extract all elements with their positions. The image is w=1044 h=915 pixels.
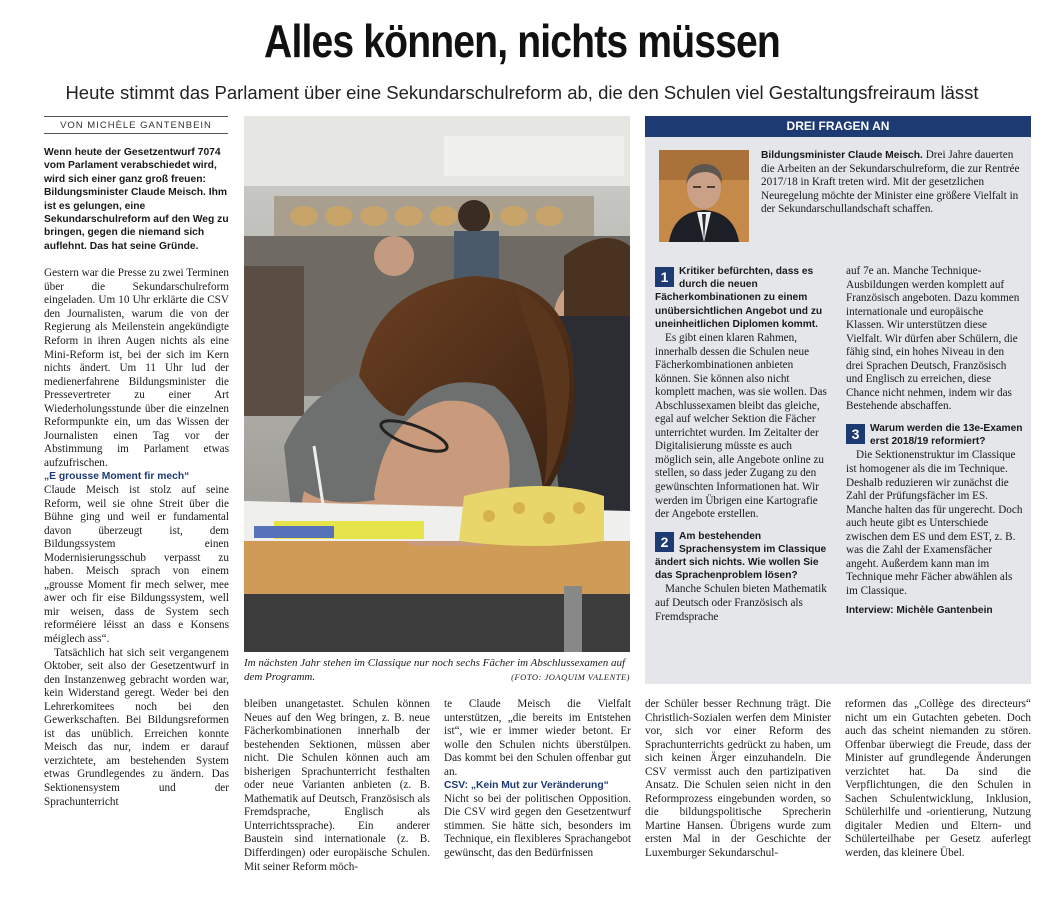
byline: VON MICHÈLE GANTENBEIN <box>44 116 228 134</box>
question-number-badge: 2 <box>655 532 674 552</box>
headline: Alles können, nichts müssen <box>264 15 780 67</box>
interview-box-title: DREI FRAGEN AN <box>645 116 1031 137</box>
photo-caption <box>244 657 630 684</box>
answer-text: Es gibt einen klaren Rahmen, innerhalb dessen die Schulen neue Fächerkombinationen anbieten können. Sie können also nicht komplett machen, was sie wollen. Das Abschlussexamen bleibt das gleiche, egal auf welcher Sektion die Fächer unterrichtet wurden. Im Zeitalter der Digitalisierung müsste es auch möglich sein, alle Angebote online zu stellen, so dass jeder Zugang zu den gewünschten Informationen hat. Wir werden im Übrigen eine Kartografie der Angebote erstellen. <box>655 332 827 521</box>
portrait-image <box>659 150 749 242</box>
answer-text: auf 7e an. Manche Technique-Ausbildungen werden komplett auf Französisch angeboten. Dazu kommen internationale und europäische Klassen. Wir unterstützen diese Vielfalt. Wir dürfen aber Schülern, die fähig sind, ein hohes Niveau in den drei Sprachen Deutsch, Französisch und Englisch zu erreichen, diese Chance nicht nehmen, indem wir das Bestehende abschaffen. <box>846 265 1020 413</box>
intertitle: CSV: „Kein Mut zur Veränderung“ <box>444 780 609 792</box>
article-paragraph: bleiben unangetastet. Schulen können Neues auf den Weg bringen, z. B. neue Fächerkombinationen innerhalb der bestehenden Sektionen, müssen aber nicht. Die Schulen können auch am bisherigen Sprachunterricht festhalten oder neue Varianten anbieten (z. B. Mathematik auf Deutsch, Französisch als Fremdsprache, Englisch als Unterrichtssprache). Ein anderer Baustein sind internationale (z. B. Differdingen) oder europäische Schulen. Mit seiner Reform möch- <box>244 698 430 873</box>
article-paragraph: Tatsächlich hat sich seit vergangenem Oktober, seit also der Gesetzentwurf in den Instanzenweg gebracht worden war, kein Widerstand geregt. Weder bei den Lehrerkomitees noch bei den Gewerkschaften. Bei Bildungsreformen ist das unüblich. Erreichen konnte Meisch das nur, indem er darauf verzichtete, am bestehenden System etwas Grundlegendes zu ändern. Das Sektionensystem und der Sprachunterricht <box>44 646 229 808</box>
intertitle: „E grousse Moment fir mech“ <box>44 471 190 483</box>
answer-text: Die Sektionenstruktur im Classique ist homogener als die im Technique. Deshalb reduzieren wir zunächst die Zahl der Prüfungsfächer im ES. Manche halten das für ungerecht. Doch auch heute gibt es Unterschiede zwischen dem ES und dem EST, z. B. was die Zahl der Examensfächer angeht. Außerdem kann man im Technique mehr Fächer abwählen als im Classique. <box>846 449 1023 597</box>
question-number-badge: 3 <box>846 424 865 444</box>
question-3 <box>846 422 1024 448</box>
article-paragraph: Nicht so bei der politischen Opposition. Die CSV wird gegen den Gesetzentwurf stimmen. Sie hätte sich, besonders im Technique, ein flexibleres Sprachangebot gewünscht, das den Bedürfnissen <box>444 792 631 860</box>
article-column-1 <box>44 146 229 809</box>
article-column-4 <box>645 698 831 861</box>
lead-paragraph: Wenn heute der Gesetzentwurf 7074 vom Parlament verabschiedet wird, wird sich einer ganz groß freuen: Bildungsminister Claude Meisch. Ihm ist es gelungen, eine Sekundarschulreform auf den Weg zu bringen, gegen die niemand sich auflehnt. Das hat seine Gründe. <box>44 147 229 252</box>
interview-credit: Interview: Michèle Gantenbein <box>846 605 993 617</box>
answer-text: Manche Schulen bieten Mathematik auf Deutsch oder Französisch als Fremdsprache <box>655 583 827 623</box>
article-column-3 <box>444 698 631 861</box>
question-text: Kritiker befürchten, dass es durch die neuen Fächerkombinationen zu einem unübersichtlichen Angebot und zu uneinheitlichen Diplomen kommt. <box>655 266 823 330</box>
article-column-2 <box>244 698 430 874</box>
question-text: Warum werden die 13e-Examen erst 2018/19 reformiert? <box>870 423 1023 448</box>
question-1 <box>655 265 831 331</box>
caption-text: Im nächsten Jahr stehen im Classique nur noch sechs Fächer im Abschlussexamen auf dem Programm. <box>244 657 626 683</box>
article-paragraph: Gestern war die Presse zu zwei Terminen über die Sekundarschulreform eingeladen. Um 10 Uhr erklärte die CSV den Journalisten, warum die von der Regierung als Meilenstein angekündigte Reform in ihren Augen nichts als eine Mini-Reform ist, bei der sich im Kern nichts ändert. Um 11 Uhr lud der medienerfahrene Bildungsminister die Pressevertreter zu einer Art Wiederholungsstunde über die einzelnen Reformpunkte ein, um das Wissen der Journalisten einen Tag vor der Abstimmung im Parlament etwas aufzufrischen. <box>44 267 229 469</box>
intro-text: Drei Jahre dauerten die Arbeiten an der Sekundarschulreform, die zur Rentrée 2017/18 in Kraft treten wird. Mit der gesetzlichen Neuregelung möchte der Minister eine größere Vielfalt in der Sekundarschullandschaft schaffen. <box>761 149 1020 216</box>
student-exam-image <box>244 116 630 652</box>
article-paragraph: der Schüler besser Rechnung trägt. Die Christlich-Sozialen werfen dem Minister vor, sich vor einer Reform des Sprachunterrichts gedrückt zu haben, um sich keinen Ärger einzuhandeln. Die CSV vermisst auch den partizipativen Ansatz. Die Schulen seien nicht in den Reformprozess eingebunden worden, so die bildungspolitische Sprecherin Martine Hansen. Übrigens wurde zum ersten Mal in der Geschichte der Luxemburger Sekundarschul- <box>645 698 831 860</box>
photo-credit: (FOTO: JOAQUIM VALENTE) <box>511 671 630 682</box>
article-column-5 <box>845 698 1031 861</box>
subheadline: Heute stimmt das Parlament über eine Sekundarschulreform ab, die den Schulen viel Gestaltungsfreiraum lässt <box>65 82 979 103</box>
article-paragraph: reformen das „Collège des directeurs“ nicht um ein Gutachten gebeten. Doch auch das scheint niemanden zu stören. Offenbar überwiegt die Freude, dass der Minister auf grundlegende Änderungen verzichtet hat. Da sind die Verpflichtungen, die den Schulen in Sachen Schulentwicklung, Inklusion, Schülerhilfe und -orientierung, Nutzung digitaler Medien und Eltern- und Schülerteilhabe per Gesetz auferlegt werden, das kleinere Übel. <box>845 698 1031 860</box>
question-2 <box>655 530 831 583</box>
interview-column-a <box>655 265 831 624</box>
intro-name: Bildungsminister Claude Meisch. <box>761 150 923 161</box>
minister-portrait <box>659 150 749 242</box>
interview-intro <box>761 149 1025 217</box>
question-number-badge: 1 <box>655 267 674 287</box>
interview-column-b <box>846 265 1024 618</box>
article-paragraph: te Claude Meisch die Vielfalt unterstützen, „die bereits im Entstehen ist“, wie er immer wieder betont. Er wolle den Schulen nichts überstülpen. Das kommt bei den Schulen offenbar gut an. <box>444 698 631 778</box>
question-text: Am bestehenden Sprachensystem im Classique ändert sich nichts. Wie wollen Sie das Sprachenproblem lösen? <box>655 530 827 582</box>
article-paragraph: Claude Meisch ist stolz auf seine Reform, weil sie ohne Streit über die Bühne ging und weil er fundamental davon überzeugt ist, dem Bildungssystem einen Modernisierungsschub verpasst zu haben. Meisch sprach von einem „grousse Moment fir mech selwer, mee awer och fir eise Bildungssystem, well mir weisen, dass de System sech reforméiere léisst an dass e Konsens méiglech ass“. <box>44 484 229 646</box>
classroom-photo <box>244 116 630 652</box>
